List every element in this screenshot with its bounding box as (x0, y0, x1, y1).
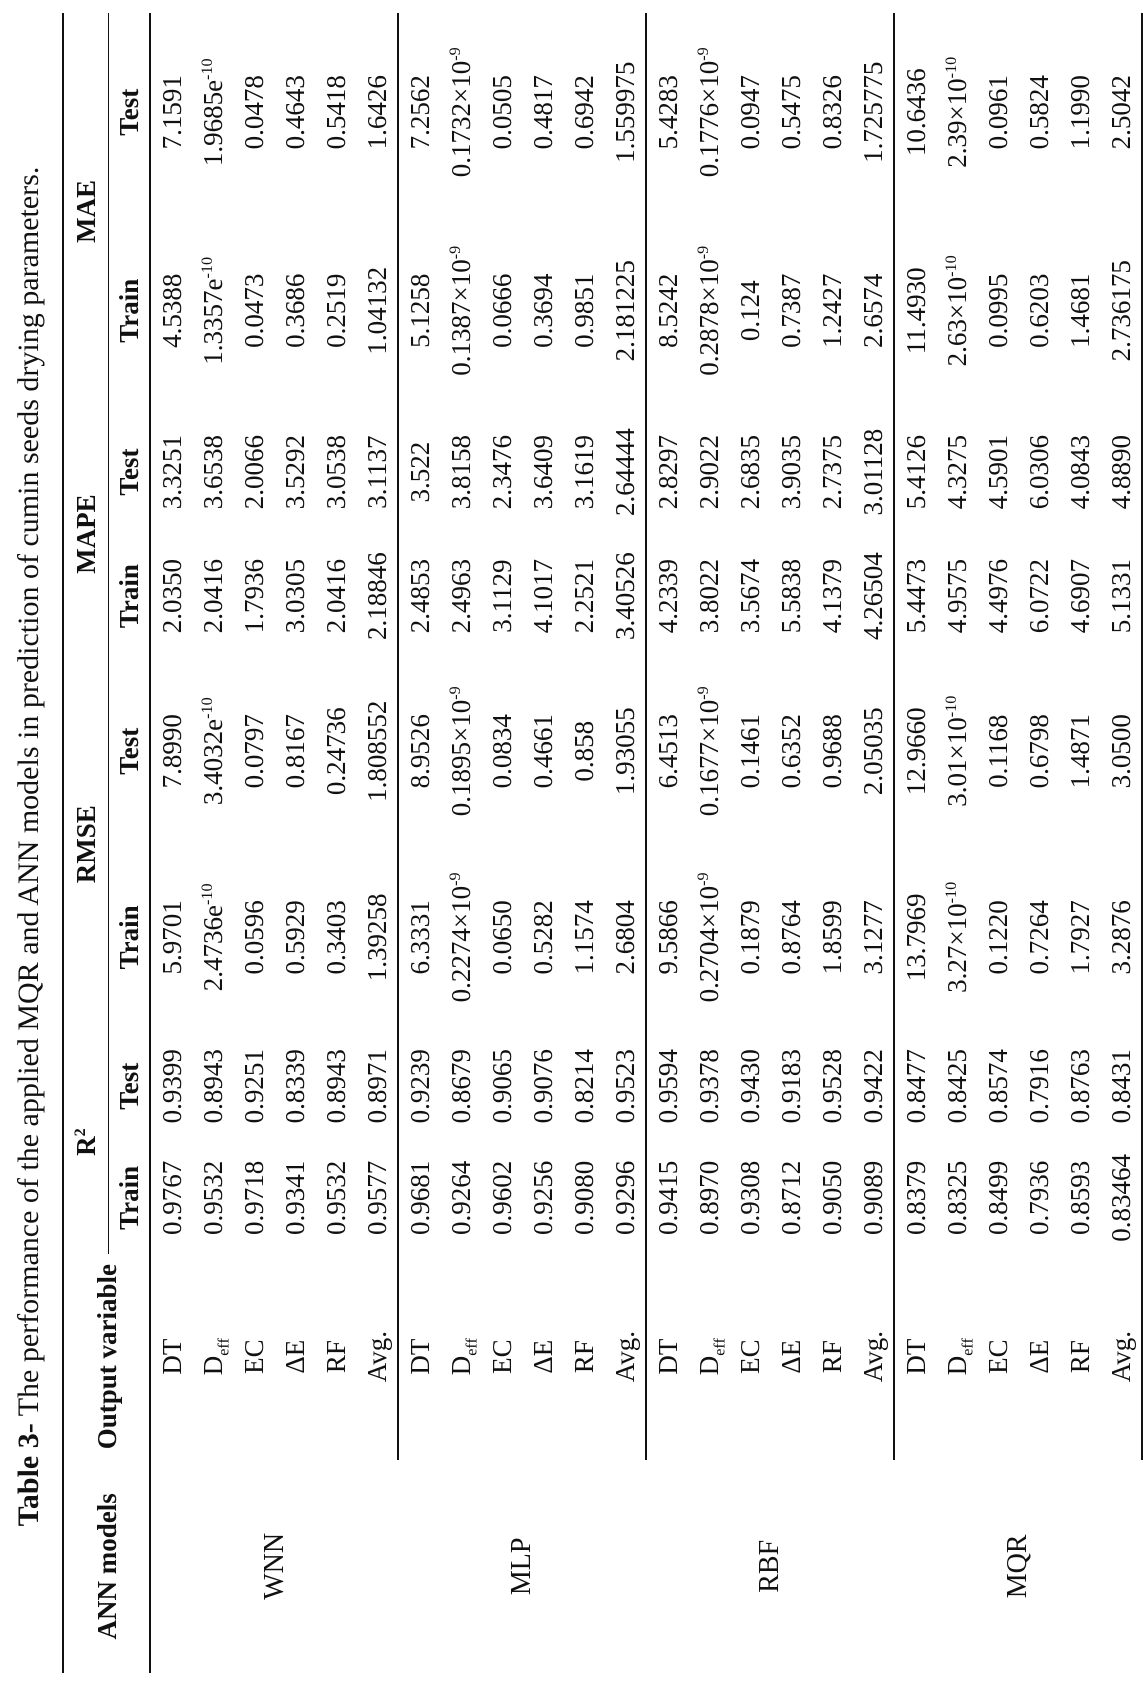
table-row (770, 13, 811, 1673)
table-row (811, 13, 852, 1673)
table-row (688, 13, 729, 1673)
metric-value: 0.9681 (404, 1160, 435, 1235)
metric-value: 1.93055 (604, 658, 646, 844)
metric-value: 0.1879 (734, 900, 765, 975)
metric-value: 0.9239 (404, 1049, 435, 1124)
table-row (1100, 13, 1142, 1673)
metric-value: $0.2274\times 10^{-9}$ (445, 872, 476, 1003)
metric-value: 0.8943 (320, 1049, 351, 1124)
metric-value: 0.8214 (568, 1049, 599, 1124)
metric-value: 0.9851 (568, 273, 599, 348)
metric-value: 6.0722 (1023, 559, 1054, 634)
metric-value: 0.0834 (486, 714, 517, 789)
metric-value: 8.5242 (652, 273, 683, 348)
metric-value: 0.6942 (568, 75, 599, 150)
metric-value: 3.5292 (279, 434, 310, 510)
metric-value: 2.4853 (404, 559, 435, 634)
metric-value: 4.1017 (527, 559, 558, 634)
metric-value: 0.8379 (900, 1160, 931, 1235)
metric-value: $0.1677\times 10^{-9}$ (693, 686, 724, 817)
metric-value: 1.7936 (238, 559, 269, 634)
model-group-mlp (398, 13, 646, 1673)
metric-value: 3.01128 (852, 410, 894, 534)
metric-value: 0.8593 (1064, 1160, 1095, 1235)
metric-value: 3.1619 (568, 434, 599, 510)
metric-value: 3.1137 (356, 410, 398, 534)
metric-value: 0.8971 (356, 1030, 398, 1142)
metric-value: 11.4930 (900, 267, 931, 355)
metric-value: 4.6907 (1064, 559, 1095, 634)
metric-value: 0.9089 (852, 1142, 894, 1254)
metric-value: 0.9767 (156, 1160, 187, 1235)
metric-value: 0.6798 (1023, 714, 1054, 789)
metric-value: 2.3476 (486, 434, 517, 510)
metric-value: 0.7387 (775, 273, 806, 348)
metric-value: 3.8158 (445, 434, 476, 510)
metric-value: 4.0843 (1064, 434, 1095, 510)
metric-value: $0.2704\times 10^{-9}$ (693, 872, 724, 1003)
metric-value: 0.858 (568, 720, 599, 782)
metric-value: 0.9577 (356, 1142, 398, 1254)
metric-value: 2.6804 (604, 844, 646, 1030)
metric-value: 0.2519 (320, 273, 351, 348)
metric-value: $0.1895\times 10^{-9}$ (445, 686, 476, 817)
metric-value: 5.9701 (156, 900, 187, 975)
metric-value: 0.9256 (527, 1160, 558, 1235)
metric-value: 0.8712 (775, 1160, 806, 1235)
metric-value: 0.9065 (486, 1049, 517, 1124)
metric-value: 0.0947 (734, 75, 765, 150)
metric-value: 3.8022 (693, 559, 724, 634)
table-row (356, 13, 398, 1673)
model-name: MLP (506, 1537, 537, 1596)
metric-value: 4.2339 (652, 559, 683, 634)
output-variable: DT (652, 1338, 683, 1375)
metric-value: 0.8167 (279, 714, 310, 789)
model-name: WNN (258, 1532, 290, 1600)
output-variable: $D_{eff}$ (693, 1338, 728, 1376)
metric-value: 2.4963 (445, 559, 476, 634)
metric-value: 5.4283 (652, 75, 683, 150)
output-variable: $D_{eff}$ (941, 1338, 976, 1376)
metric-value: 0.9688 (816, 714, 847, 789)
metric-value: 0.8499 (982, 1160, 1013, 1235)
metric-value: 6.3331 (404, 900, 435, 975)
metric-value: 0.9532 (197, 1160, 228, 1235)
metric-value: 3.1129 (486, 559, 517, 633)
metric-value: 0.8325 (941, 1160, 972, 1235)
metric-value: 5.1258 (404, 273, 435, 348)
model-group-wnn (150, 13, 398, 1673)
metric-value: 7.8990 (156, 714, 187, 789)
metric-value: $3.4032e^{-10}$ (197, 697, 228, 806)
metric-value: 8.9526 (404, 714, 435, 789)
metric-value: 0.4643 (279, 75, 310, 150)
metric-value: 1.04132 (356, 212, 398, 411)
metric-value: 0.24736 (320, 707, 351, 796)
output-variable: DT (900, 1338, 931, 1375)
table-row (563, 13, 604, 1673)
metric-value: 2.181225 (604, 212, 646, 411)
metric-value: 0.9523 (604, 1030, 646, 1142)
metric-value: 0.0666 (486, 273, 517, 348)
metric-value: 3.6409 (527, 434, 558, 510)
metric-value: 5.1331 (1100, 534, 1142, 658)
output-variable: EC (238, 1339, 269, 1374)
metric-value: 0.8574 (982, 1049, 1013, 1124)
metric-value: 0.5475 (775, 75, 806, 150)
metric-value: 0.0473 (238, 273, 269, 348)
output-variable: RF (816, 1340, 847, 1374)
metric-value: 1.725775 (852, 13, 894, 212)
metric-value: 3.1277 (852, 844, 894, 1030)
subheader-test: Test (109, 658, 151, 844)
subheader-train: Train (109, 1142, 151, 1254)
metric-value: 1.4681 (1064, 273, 1095, 348)
output-variable: DT (404, 1338, 435, 1375)
metric-value: 2.736175 (1100, 212, 1142, 411)
metric-value: 0.4661 (527, 714, 558, 789)
model-group-rbf (646, 13, 894, 1673)
metric-value: 2.0350 (156, 559, 187, 634)
table-row (936, 13, 977, 1673)
metric-value: 0.9183 (775, 1049, 806, 1124)
header-group: $R^2$ (63, 1030, 109, 1253)
metric-value: 0.1461 (734, 714, 765, 789)
metric-value: 0.9080 (568, 1160, 599, 1235)
metric-value: 0.8339 (279, 1049, 310, 1124)
output-variable: Avg. (604, 1254, 646, 1460)
metric-value: 1.39258 (356, 844, 398, 1030)
table-row (440, 13, 481, 1673)
metric-value: 0.9594 (652, 1049, 683, 1124)
metric-value: 4.5901 (982, 434, 1013, 510)
model-name: RBF (754, 1539, 785, 1593)
output-variable: RF (568, 1340, 599, 1374)
metric-value: 0.1220 (982, 900, 1013, 975)
metric-value: 2.0066 (238, 434, 269, 510)
metric-value: 2.18846 (356, 534, 398, 658)
metric-value: $3.01\times 10^{-10}$ (941, 695, 972, 807)
metric-value: 2.0416 (197, 559, 228, 634)
metric-value: 5.4126 (900, 434, 931, 510)
metric-value: 7.2562 (404, 75, 435, 150)
metric-value: 3.0538 (320, 434, 351, 510)
metric-value: 0.0995 (982, 273, 1013, 348)
metric-value: 3.9035 (775, 434, 806, 510)
metric-value: 0.124 (734, 280, 765, 342)
metric-value: 3.522 (404, 441, 435, 503)
metric-value: 0.9528 (816, 1049, 847, 1124)
metric-value: 3.3251 (156, 434, 187, 510)
metric-value: 0.9602 (486, 1160, 517, 1235)
metric-value: 0.8431 (1100, 1030, 1142, 1142)
metric-value: 2.9022 (693, 434, 724, 510)
metric-value: 1.6426 (356, 13, 398, 212)
metric-value: $1.3357e^{-10}$ (197, 256, 228, 365)
metric-value: 0.8763 (1064, 1049, 1095, 1124)
metric-value: 2.8297 (652, 434, 683, 510)
header-models: ANN models (63, 1460, 150, 1673)
metric-value: 0.9378 (693, 1049, 724, 1124)
metric-value: 0.9264 (445, 1160, 476, 1235)
metric-value: 4.1379 (816, 559, 847, 634)
header-group: MAPE (63, 410, 109, 658)
subheader-train: Train (109, 534, 151, 658)
table-row (315, 13, 356, 1673)
metric-value: $0.1776\times 10^{-9}$ (693, 47, 724, 178)
output-variable: Avg. (852, 1254, 894, 1460)
metric-value: 0.7936 (1023, 1160, 1054, 1235)
metric-value: $2.4736e^{-10}$ (197, 883, 228, 992)
table-row (977, 13, 1018, 1673)
table-row (1018, 13, 1059, 1673)
metric-value: 4.5388 (156, 273, 187, 348)
header-output-variable: Output variable (63, 1254, 150, 1460)
metric-value: 3.0500 (1100, 658, 1142, 844)
output-variable: ΔE (775, 1339, 806, 1374)
model-name: MQR (1002, 1534, 1033, 1599)
metric-value: 13.7969 (900, 893, 931, 982)
subheader-test: Test (109, 13, 151, 212)
metric-value: 0.6352 (775, 714, 806, 789)
metric-value: 0.8764 (775, 900, 806, 975)
metric-value: 5.4473 (900, 559, 931, 634)
output-variable: Avg. (356, 1254, 398, 1460)
metric-value: 0.8679 (445, 1049, 476, 1124)
metric-value: 2.6574 (852, 212, 894, 411)
metric-value: 1.559975 (604, 13, 646, 212)
subheader-train: Train (109, 844, 151, 1030)
output-variable: EC (734, 1339, 765, 1374)
table-row (192, 13, 233, 1673)
metric-value: 0.5282 (527, 900, 558, 975)
metric-value: 1.808552 (356, 658, 398, 844)
metric-value: 2.6835 (734, 434, 765, 510)
performance-table (62, 13, 1143, 1673)
table-row (522, 13, 563, 1673)
metric-value: 0.9308 (734, 1160, 765, 1235)
metric-value: 4.4976 (982, 559, 1013, 634)
table-row (852, 13, 894, 1673)
metric-value: 0.9076 (527, 1049, 558, 1124)
metric-value: 1.8599 (816, 900, 847, 975)
table-row (481, 13, 522, 1673)
metric-value: 10.6436 (900, 68, 931, 157)
metric-value: 2.0416 (320, 559, 351, 634)
table-row (646, 13, 688, 1673)
metric-value: 0.9532 (320, 1160, 351, 1235)
metric-value: $1.9685e^{-10}$ (197, 58, 228, 167)
metric-value: 9.5866 (652, 900, 683, 975)
metric-value: 0.8943 (197, 1049, 228, 1124)
subheader-train: Train (109, 212, 151, 411)
metric-value: 0.0797 (238, 714, 269, 789)
caption-label: Table 3- (12, 1423, 45, 1527)
output-variable: ΔE (527, 1339, 558, 1374)
metric-value: 5.5838 (775, 559, 806, 634)
metric-value: $2.63\times 10^{-10}$ (941, 255, 972, 367)
metric-value: 7.1591 (156, 75, 187, 150)
metric-value: 0.4817 (527, 75, 558, 150)
metric-value: 0.0478 (238, 75, 269, 150)
metric-value: 2.5042 (1100, 13, 1142, 212)
metric-value: $0.1387\times 10^{-9}$ (445, 245, 476, 376)
metric-value: 0.9050 (816, 1160, 847, 1235)
table-row (894, 13, 936, 1673)
metric-value: 3.6538 (197, 434, 228, 510)
metric-value: 0.6203 (1023, 273, 1054, 348)
output-variable: ΔE (279, 1339, 310, 1374)
metric-value: 0.8326 (816, 75, 847, 150)
metric-value: $2.39\times 10^{-10}$ (941, 56, 972, 168)
metric-value: 0.3694 (527, 273, 558, 348)
output-variable: Avg. (1100, 1254, 1142, 1460)
metric-value: 0.9718 (238, 1160, 269, 1235)
metric-value: 1.1574 (568, 900, 599, 975)
metric-value: 2.2521 (568, 559, 599, 634)
output-variable: ΔE (1023, 1339, 1054, 1374)
metric-value: 0.5418 (320, 75, 351, 150)
subheader-test: Test (109, 410, 151, 534)
metric-value: 0.0961 (982, 75, 1013, 150)
metric-value: 1.4871 (1064, 714, 1095, 789)
metric-value: 0.7916 (1023, 1049, 1054, 1124)
metric-value: 4.3275 (941, 434, 972, 510)
header-group: MAE (63, 13, 109, 410)
metric-value: 1.2427 (816, 273, 847, 348)
metric-value: 0.8425 (941, 1049, 972, 1124)
output-variable: DT (156, 1338, 187, 1375)
metric-value: 4.9575 (941, 559, 972, 634)
subheader-test: Test (109, 1030, 151, 1142)
metric-value: 0.9399 (156, 1049, 187, 1124)
metric-value: $3.27\times 10^{-10}$ (941, 881, 972, 993)
metric-value: 6.4513 (652, 714, 683, 789)
metric-value: 0.1168 (982, 714, 1013, 788)
metric-value: 0.9422 (852, 1030, 894, 1142)
table-row (274, 13, 315, 1673)
header-group: RMSE (63, 658, 109, 1030)
metric-value: 0.0505 (486, 75, 517, 150)
metric-value: 3.5674 (734, 559, 765, 634)
output-variable: EC (486, 1339, 517, 1374)
table-row (150, 13, 192, 1673)
metric-value: 2.05035 (852, 658, 894, 844)
table-row (398, 13, 440, 1673)
metric-value: 4.26504 (852, 534, 894, 658)
metric-value: 0.8477 (900, 1049, 931, 1124)
metric-value: 1.1990 (1064, 75, 1095, 150)
metric-value: 0.9430 (734, 1049, 765, 1124)
metric-value: 0.9415 (652, 1160, 683, 1235)
output-variable: $D_{eff}$ (197, 1338, 232, 1376)
table-row (233, 13, 274, 1673)
header-row-groups (63, 13, 109, 1673)
metric-value: 1.7927 (1064, 900, 1095, 975)
metric-value: 0.9296 (604, 1142, 646, 1254)
output-variable: RF (1064, 1340, 1095, 1374)
metric-value: 0.5824 (1023, 75, 1054, 150)
metric-value: 0.8970 (693, 1160, 724, 1235)
metric-value: 0.9341 (279, 1160, 310, 1235)
metric-value: $0.1732\times 10^{-9}$ (445, 47, 476, 178)
metric-value: 0.3403 (320, 900, 351, 975)
metric-value: 0.7264 (1023, 900, 1054, 975)
metric-value: 0.9251 (238, 1049, 269, 1124)
output-variable: RF (320, 1340, 351, 1374)
output-variable: EC (982, 1339, 1013, 1374)
metric-value: 12.9660 (900, 707, 931, 796)
table-row (1059, 13, 1100, 1673)
metric-value: 6.0306 (1023, 434, 1054, 510)
metric-value: $0.2878\times 10^{-9}$ (693, 245, 724, 376)
output-variable: $D_{eff}$ (445, 1338, 480, 1376)
metric-value: 0.0596 (238, 900, 269, 975)
table-caption (12, 20, 46, 1673)
metric-value: 3.40526 (604, 534, 646, 658)
model-group-mqr (894, 13, 1142, 1673)
caption-text: The performance of the applied MQR and ANN models in prediction of cumin seeds drying parameters. (12, 166, 45, 1424)
metric-value: 0.5929 (279, 900, 310, 975)
metric-value: 3.2876 (1100, 844, 1142, 1030)
metric-value: 3.0305 (279, 559, 310, 634)
metric-value: 2.7375 (816, 434, 847, 510)
metric-value: 0.83464 (1100, 1142, 1142, 1254)
table-row (729, 13, 770, 1673)
metric-value: 0.3686 (279, 273, 310, 348)
metric-value: 0.0650 (486, 900, 517, 975)
table-row (604, 13, 646, 1673)
metric-value: 2.64444 (604, 410, 646, 534)
metric-value: 4.8890 (1100, 410, 1142, 534)
